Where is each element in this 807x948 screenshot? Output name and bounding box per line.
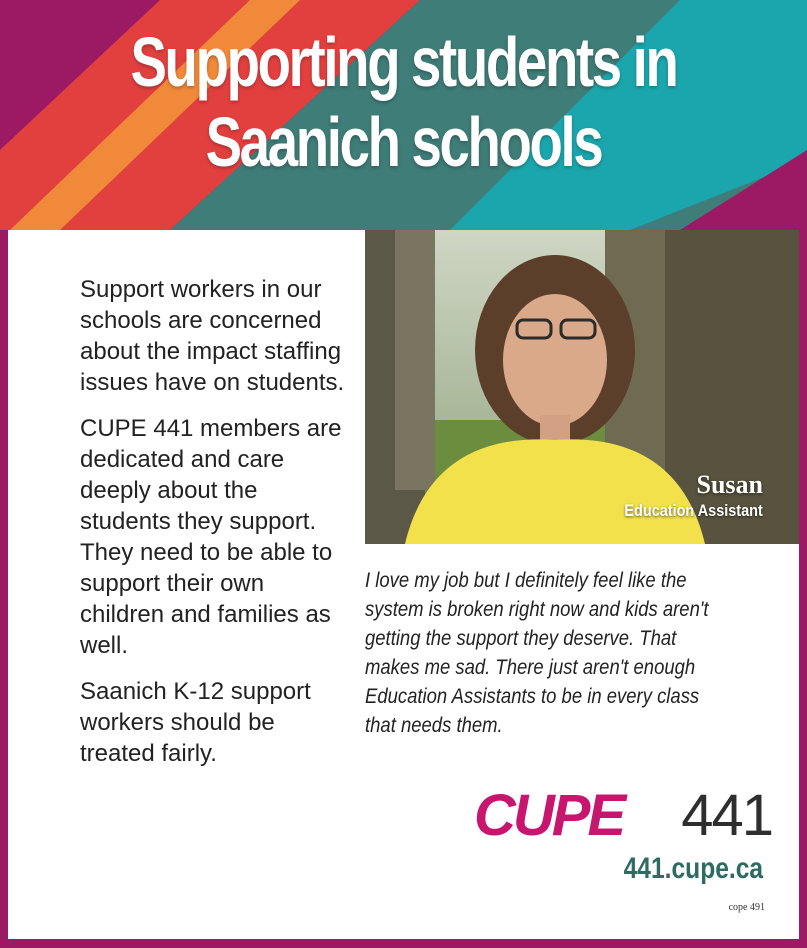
- person-name: Susan: [696, 470, 763, 499]
- print-code: cope 491: [728, 902, 765, 913]
- intro-paragraph-2: CUPE 441 members are dedicated and care deeply about the students they support. They need to be able to support their own children and families as well.: [80, 415, 342, 659]
- header-banner: [0, 0, 807, 230]
- title-line-2: Saanich schools: [205, 103, 602, 181]
- intro-paragraph-3: Saanich K-12 support workers should be treated fairly.: [80, 678, 311, 767]
- page-title: [89, 22, 718, 182]
- intro-text: [80, 274, 350, 784]
- logo-number-text: 441: [681, 783, 772, 848]
- intro-paragraph-1: Support workers in our schools are concerned about the impact staffing issues have on students.: [80, 276, 345, 396]
- logo-cupe-text: CUPE: [474, 783, 624, 848]
- website-link[interactable]: 441.cupe.ca: [623, 852, 763, 885]
- person-role: Education Assistant: [624, 501, 763, 520]
- photo-caption: [600, 470, 763, 522]
- cupe-logo: [474, 783, 774, 848]
- testimonial-quote: I love my job but I definitely feel like the system is broken right now and kids aren't getting the support they deserve. That makes me sad. There just aren't enough Education Assistants to be in every class that needs them.: [365, 569, 709, 737]
- content-panel: [8, 230, 799, 939]
- portrait-photo: [365, 230, 799, 544]
- title-line-1: Supporting students in: [130, 23, 677, 101]
